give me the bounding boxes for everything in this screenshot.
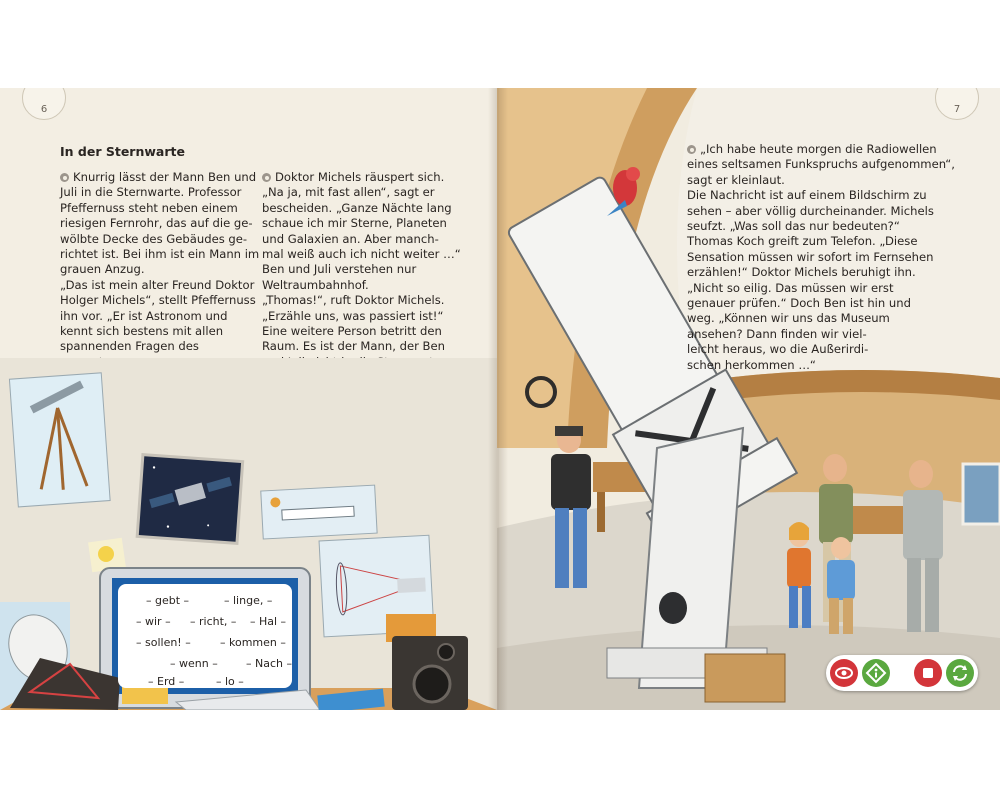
info-button[interactable] — [862, 659, 890, 687]
audio-control-bar — [826, 655, 978, 691]
repeat-icon — [946, 659, 974, 687]
satellite-poster — [137, 455, 242, 544]
screen-word: – kommen – — [220, 636, 286, 649]
audio-bullet-icon[interactable] — [262, 173, 271, 182]
diamond-info-icon — [862, 659, 890, 687]
eye-button[interactable] — [830, 659, 858, 687]
text-column-3: „Ich habe heute morgen die Radiowellen eines seltsamen Funkspruchs aufgenommen“, sagt er kleinlaut. Die Nachricht ist auf einem Bildschirm zu sehen – aber völlig durcheinander. Michels seufzt. „Was soll das nur bedeuten?“ Thomas Koch greift zum Telefon. „Diese Sensation müssen wir sofort im Fernsehen erzählen!“ Doktor Michels beruhigt ihn. „Nicht so eilig. Das müssen wir erst genauer prüfen.“ Doch Ben ist hin und weg. „Können wir uns das Museum ansehen? Dann finden wir viel- leicht heraus, wo die Außerirdi- schen herkommen …“ — [687, 142, 955, 372]
page-number-right: 7 — [935, 88, 979, 120]
wooden-box — [705, 654, 785, 702]
page-title: In der Sternwarte — [60, 144, 185, 159]
rocket-diagram-poster — [261, 485, 377, 539]
mountain-picture — [963, 464, 1000, 524]
audio-bullet-icon[interactable] — [687, 145, 696, 154]
screen-word: – linge, – — [224, 594, 273, 607]
text-column-1: Knurrig lässt der Mann Ben und Juli in die Sternwarte. Professor Pfeffernuss steht neben einem riesigen Fernrohr, das auf die ge- wölbte Decke des Gebäudes ge- richtet ist. Bei ihm ist ein Mann im grauen Anzug. „Das ist mein alter Freund Doktor Holger Michels“, stellt Pfeffernuss ihn vor. „Er ist Astronom und kennt sich bestens mit allen spannenden Fragen des — [60, 170, 260, 354]
screen-word: – richt, – — [190, 615, 237, 628]
screen-word: – wir – — [136, 615, 171, 628]
screen-word: – gebt – — [146, 594, 190, 607]
right-page — [497, 88, 1000, 710]
screen-word: – lo – — [216, 675, 244, 688]
screen-word: – Nach – — [246, 657, 292, 670]
eye-icon — [830, 659, 858, 687]
screen-word: – wenn – — [170, 657, 218, 670]
left-page — [0, 88, 497, 710]
monitor-screen — [112, 578, 298, 694]
book-spread — [0, 88, 1000, 710]
screen-word: – sollen! – — [136, 636, 191, 649]
audio-bullet-icon[interactable] — [60, 173, 69, 182]
speaker — [392, 636, 468, 710]
page-number-left: 6 — [22, 88, 66, 120]
stop-icon — [914, 659, 942, 687]
repeat-button[interactable] — [946, 659, 974, 687]
screen-word: – Erd – — [148, 675, 185, 688]
screen-word: – Hal – — [250, 615, 287, 628]
stop-button[interactable] — [914, 659, 942, 687]
telescope-poster — [9, 373, 110, 507]
text-column-2: Doktor Michels räuspert sich. „Na ja, mit fast allen“, sagt er bescheiden. „Ganze Nächte lang schaue ich mir Sterne, Planeten und Galaxien an. Aber manch- mal weiß auch ich nicht weiter …“ Ben und Juli verstehen nur Weltraumbahnhof. „Thomas!“, ruft Doktor Michels. „Erzähle uns, was passiert ist!“ Eine weitere Person betritt den Raum. Es ist der Mann, der Ben — [262, 170, 461, 354]
book-gutter — [488, 88, 508, 710]
